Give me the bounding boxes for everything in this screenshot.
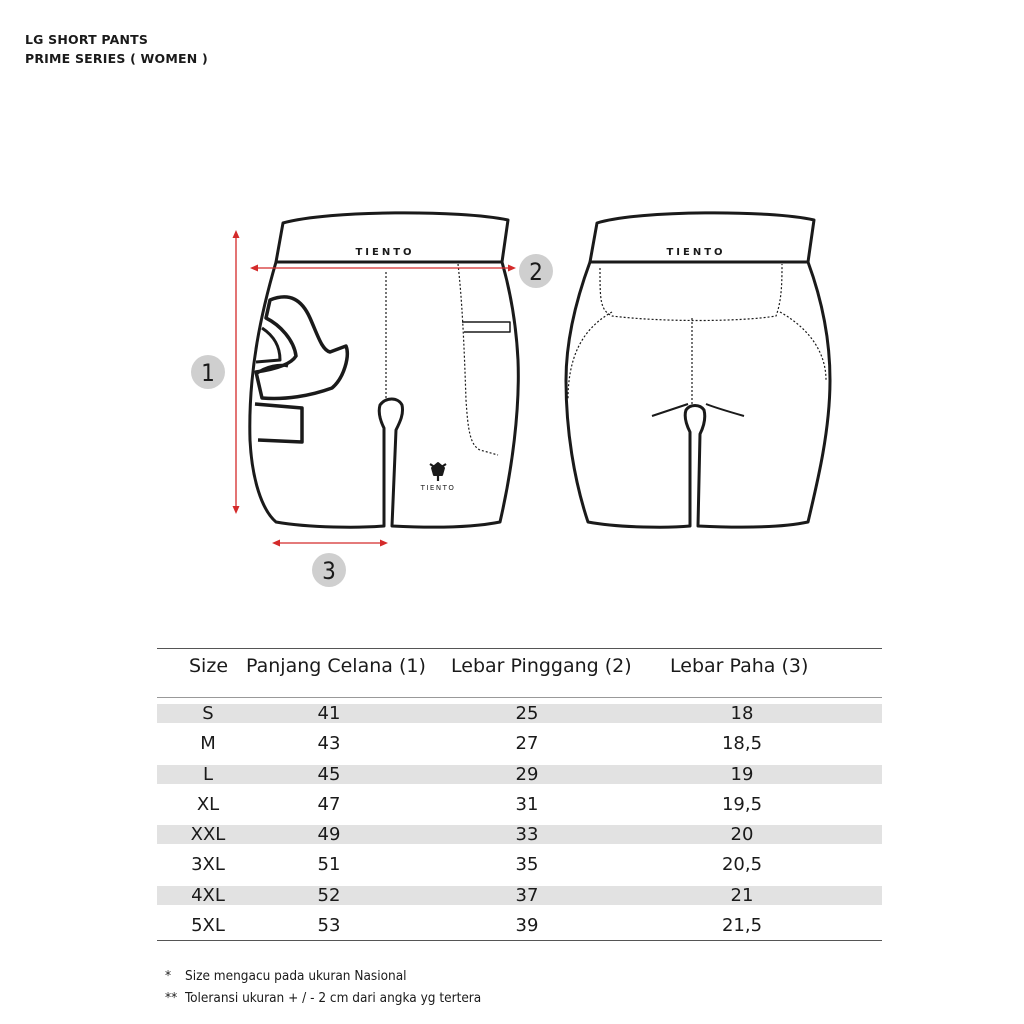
svg-text:3: 3 (322, 557, 336, 585)
cell-waist: 31 (515, 793, 539, 815)
cell-size: 3XL (191, 854, 225, 876)
cell-size: 5XL (191, 915, 225, 937)
cell-waist: 25 (515, 703, 539, 724)
table-row (157, 910, 882, 940)
footnote-2 (165, 987, 481, 1009)
footnote-mark: ** (165, 990, 178, 1006)
header-waist: Lebar Pinggang (2) (451, 655, 632, 677)
product-title: LG SHORT PANTS (25, 32, 149, 47)
cell-thigh: 21 (730, 884, 754, 906)
cell-thigh: 19 (730, 763, 754, 785)
cell-waist: 33 (515, 824, 539, 846)
front-logo-text: TIENTO (420, 484, 456, 492)
cell-thigh: 21,5 (721, 915, 763, 937)
front-waistband-text: TIENTO (355, 247, 415, 258)
cell-thigh: 19,5 (721, 793, 763, 815)
size-chart-table (157, 648, 882, 941)
table-row (157, 789, 882, 819)
cell-waist: 27 (515, 733, 539, 755)
footnote-text: Size mengacu pada ukuran Nasional (185, 968, 407, 984)
table-row (157, 880, 882, 910)
cell-length: 45 (317, 763, 341, 785)
header-size: Size (189, 655, 229, 677)
back-shorts (566, 213, 830, 527)
table-row (157, 698, 882, 728)
table-header (157, 648, 882, 685)
cell-waist: 35 (515, 854, 539, 876)
header-length: Panjang Celana (1) (246, 655, 426, 677)
cell-length: 51 (317, 854, 341, 876)
cell-thigh: 20,5 (721, 854, 763, 876)
measure-length (233, 230, 240, 514)
cell-waist: 39 (515, 915, 539, 937)
cell-size: S (202, 703, 214, 724)
cell-size: 4XL (191, 884, 225, 906)
footnote-mark: * (165, 968, 172, 984)
table-row (157, 819, 882, 849)
cell-thigh: 18 (730, 703, 754, 724)
back-waistband-text: TIENTO (666, 247, 726, 258)
cell-length: 49 (317, 824, 341, 846)
cell-length: 47 (317, 793, 341, 815)
cell-size: L (202, 763, 214, 785)
cell-thigh: 18,5 (721, 733, 763, 755)
cell-size: M (200, 733, 216, 755)
cell-size: XXL (190, 824, 226, 846)
header-thigh: Lebar Paha (3) (670, 655, 809, 677)
table-row (157, 849, 882, 879)
cell-waist: 37 (515, 884, 539, 906)
svg-text:2: 2 (529, 258, 543, 286)
cell-length: 52 (317, 884, 341, 906)
front-shorts (250, 213, 518, 527)
product-series: PRIME SERIES ( WOMEN ) (25, 51, 208, 66)
table-body (157, 698, 882, 940)
footnote-text: Toleransi ukuran + / - 2 cm dari angka yg tertera (185, 990, 482, 1006)
table-row (157, 728, 882, 758)
marker-1 (191, 355, 225, 389)
cell-length: 53 (317, 915, 341, 937)
cell-thigh: 20 (730, 824, 754, 846)
marker-3 (312, 553, 346, 587)
measure-thigh (272, 540, 388, 547)
footnote-1 (165, 965, 481, 987)
cell-waist: 29 (515, 763, 539, 785)
marker-2 (519, 254, 553, 288)
cell-size: XL (196, 793, 220, 815)
cell-length: 43 (317, 733, 341, 755)
svg-text:1: 1 (201, 359, 215, 387)
table-row (157, 759, 882, 789)
footnotes (165, 965, 481, 1009)
cell-length: 41 (317, 703, 341, 724)
